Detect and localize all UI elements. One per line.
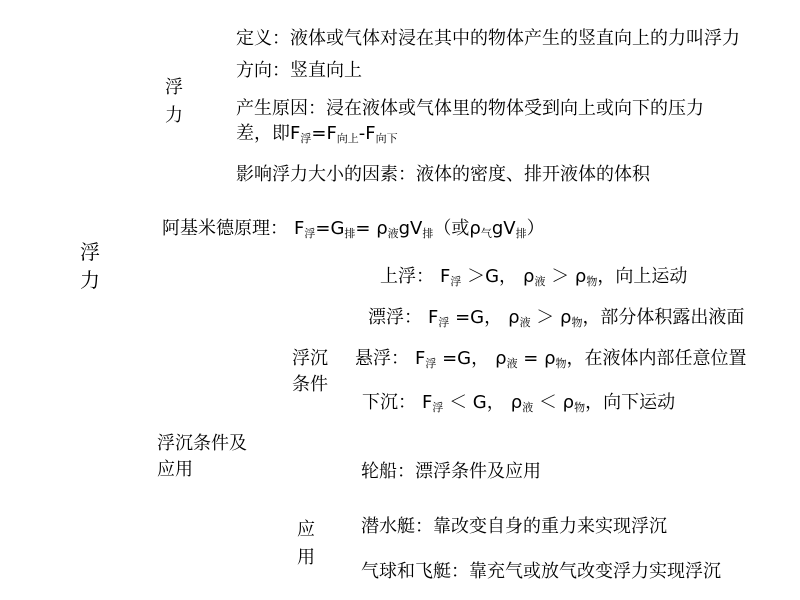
buoyancy-label-char: 力 (165, 105, 183, 126)
formula-text: ＜ ρ (533, 392, 575, 413)
sink-float-label-line: 应用 (157, 459, 193, 480)
formula-text: ，在液体内部任意位置 (566, 348, 747, 369)
formula-subscript: 液 (506, 357, 518, 370)
sink-float-label (157, 431, 247, 483)
formula-text: ，部分体积露出液面 (582, 307, 745, 328)
condition-name: 悬浮： (355, 348, 409, 369)
formula-text: ，向上运动 (597, 266, 688, 287)
root-title-char: 力 (80, 268, 100, 292)
conditions-label (292, 346, 328, 398)
formula-text: =G， (449, 307, 503, 328)
formula-subscript: 浮 (450, 275, 462, 288)
applications-label (297, 516, 319, 572)
condition-sink (362, 390, 675, 416)
application-submarine: 潜水艇：靠改变自身的重力来实现浮沉 (361, 516, 667, 537)
application-balloon: 气球和飞艇：靠充气或放气改变浮力实现浮沉 (361, 561, 721, 582)
archimedes-principle (162, 216, 545, 242)
formula-text: ，向下运动 (585, 392, 676, 413)
buoyancy-cause-line2 (236, 121, 398, 147)
formula-subscript: 液 (522, 401, 534, 414)
application-ship: 轮船：漂浮条件及应用 (361, 461, 541, 482)
buoyancy-label-char: 浮 (165, 77, 183, 98)
formula-subscript: 浮 (425, 357, 437, 370)
formula-subscript: 物 (571, 316, 583, 329)
buoyancy-cause-line1: 产生原因：浸在液体或气体里的物体受到向上或向下的压力 (236, 98, 704, 119)
applications-label-char: 用 (297, 547, 315, 568)
formula-subscript: 浮 (304, 227, 316, 240)
condition-name: 漂浮： (368, 307, 422, 328)
applications-label-char: 应 (297, 519, 315, 540)
formula-text: F (440, 266, 451, 287)
formula-subscript: 排 (422, 227, 434, 240)
conditions-label-line: 浮沉 (292, 348, 328, 369)
formula-text: gV (491, 218, 516, 239)
condition-floating (368, 305, 744, 331)
formula-subscript: 液 (534, 275, 546, 288)
formula-text: F (422, 392, 433, 413)
condition-rise (380, 264, 687, 290)
cause-subscript: 浮 (300, 132, 312, 145)
formula-text: F (415, 348, 426, 369)
buoyancy-definition: 定义：液体或气体对浸在其中的物体产生的竖直向上的力叫浮力 (236, 28, 740, 49)
formula-text: ＞ ρ (530, 307, 572, 328)
formula-subscript: 浮 (432, 401, 444, 414)
formula-text: ρ (495, 348, 507, 369)
root-title-char: 浮 (80, 240, 100, 264)
buoyancy-factors: 影响浮力大小的因素：液体的密度、排开液体的体积 (236, 164, 650, 185)
condition-name: 上浮： (380, 266, 434, 287)
sink-float-label-line: 浮沉条件及 (157, 433, 247, 454)
condition-name: 下沉： (362, 392, 416, 413)
formula-subscript: 气 (480, 227, 492, 240)
conditions-label-line: 条件 (292, 374, 328, 395)
formula-text: ρ (510, 392, 523, 413)
formula-text: ＞ ρ (545, 266, 587, 287)
formula-subscript: 排 (344, 227, 356, 240)
formula-text: （或ρ (433, 218, 481, 239)
formula-text: F (428, 307, 439, 328)
formula-text: ρ (508, 307, 520, 328)
formula-subscript: 物 (586, 275, 598, 288)
formula-text: ） (526, 218, 545, 239)
buoyancy-direction: 方向：竖直向上 (236, 60, 362, 81)
condition-suspend (355, 346, 747, 372)
buoyancy-label (165, 74, 187, 130)
root-title (80, 238, 102, 294)
cause-text: =F (311, 123, 337, 144)
formula-text: gV (398, 218, 423, 239)
formula-subscript: 物 (555, 357, 567, 370)
formula-text: = ρ (355, 218, 388, 239)
formula-subscript: 液 (387, 227, 399, 240)
formula-text: F (294, 218, 305, 239)
formula-subscript: 物 (574, 401, 586, 414)
formula-subscript: 液 (519, 316, 531, 329)
formula-subscript: 排 (515, 227, 527, 240)
formula-subscript: 浮 (438, 316, 450, 329)
cause-text: -F (358, 123, 376, 144)
formula-text: ρ (523, 266, 535, 287)
formula-text: =G (315, 218, 345, 239)
formula-text: = ρ (517, 348, 556, 369)
formula-text: =G， (436, 348, 490, 369)
formula-text: ＜ G， (443, 392, 505, 413)
formula-text: ＞G， (461, 266, 518, 287)
cause-subscript: 向上 (336, 132, 359, 145)
cause-text: 差，即F (236, 123, 301, 144)
archimedes-label: 阿基米德原理： (162, 218, 288, 239)
cause-subscript: 向下 (375, 132, 398, 145)
